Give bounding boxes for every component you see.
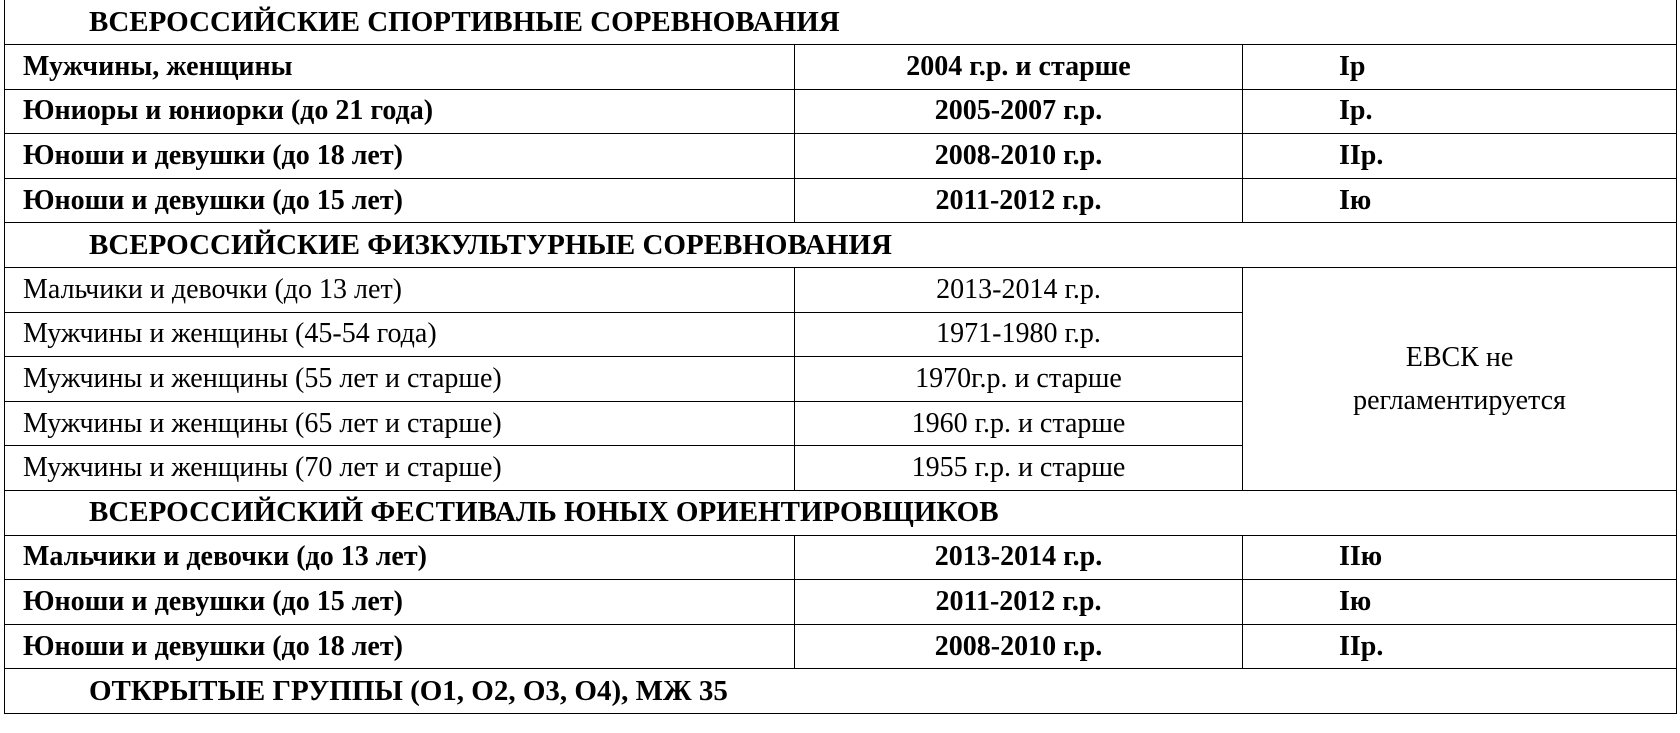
rank-cell: Iю [1243, 178, 1677, 223]
group-cell: Мальчики и девочки (до 13 лет) [5, 268, 795, 313]
years-cell: 1971-1980 г.р. [795, 312, 1243, 357]
section-title: ВСЕРОССИЙСКИЕ СПОРТИВНЫЕ СОРЕВНОВАНИЯ [5, 0, 1677, 45]
rank-note-cell [1243, 268, 1677, 491]
group-cell: Мужчины и женщины (70 лет и старше) [5, 446, 795, 491]
rank-note: ЕВСК не регламентируется [1353, 341, 1566, 417]
years-cell: 1955 г.р. и старше [795, 446, 1243, 491]
group-cell: Юноши и девушки (до 18 лет) [5, 134, 795, 179]
section-title: ВСЕРОССИЙСКИЙ ФЕСТИВАЛЬ ЮНЫХ ОРИЕНТИРОВЩИКОВ [5, 491, 1677, 536]
years-cell: 2011-2012 г.р. [795, 580, 1243, 625]
table-row [5, 178, 1677, 223]
rank-cell: IIр. [1243, 624, 1677, 669]
years-cell: 2005-2007 г.р. [795, 89, 1243, 134]
table-row [5, 89, 1677, 134]
section-header-festival [5, 491, 1677, 536]
years-cell: 1960 г.р. и старше [795, 401, 1243, 446]
group-cell: Юноши и девушки (до 15 лет) [5, 580, 795, 625]
years-cell: 2008-2010 г.р. [795, 624, 1243, 669]
section-title: ОТКРЫТЫЕ ГРУППЫ (О1, О2, О3, О4), МЖ 35 [5, 669, 1677, 714]
years-cell: 2008-2010 г.р. [795, 134, 1243, 179]
years-cell: 2013-2014 г.р. [795, 535, 1243, 580]
years-cell: 1970г.р. и старше [795, 357, 1243, 402]
table-row [5, 134, 1677, 179]
section-title: ВСЕРОССИЙСКИЕ ФИЗКУЛЬТУРНЫЕ СОРЕВНОВАНИЯ [5, 223, 1677, 268]
years-cell: 2011-2012 г.р. [795, 178, 1243, 223]
group-cell: Мужчины и женщины (65 лет и старше) [5, 401, 795, 446]
table-row [5, 45, 1677, 90]
section-header-sport [5, 0, 1677, 45]
table-row [5, 535, 1677, 580]
rank-cell: Iю [1243, 580, 1677, 625]
group-cell: Мужчины и женщины (45-54 года) [5, 312, 795, 357]
table-row [5, 268, 1677, 313]
group-cell: Мужчины и женщины (55 лет и старше) [5, 357, 795, 402]
table-row [5, 580, 1677, 625]
group-cell: Мальчики и девочки (до 13 лет) [5, 535, 795, 580]
group-cell: Юноши и девушки (до 18 лет) [5, 624, 795, 669]
group-cell: Мужчины, женщины [5, 45, 795, 90]
competition-groups-table [4, 0, 1677, 714]
competition-groups-document [4, 0, 1676, 733]
group-cell: Юниоры и юниорки (до 21 года) [5, 89, 795, 134]
section-header-fitness [5, 223, 1677, 268]
years-cell: 2013-2014 г.р. [795, 268, 1243, 313]
rank-cell: IIю [1243, 535, 1677, 580]
years-cell: 2004 г.р. и старше [795, 45, 1243, 90]
group-cell: Юноши и девушки (до 15 лет) [5, 178, 795, 223]
section-header-open-groups [5, 669, 1677, 714]
rank-cell: Iр. [1243, 89, 1677, 134]
rank-cell: IIр. [1243, 134, 1677, 179]
rank-cell: Iр [1243, 45, 1677, 90]
table-row [5, 624, 1677, 669]
